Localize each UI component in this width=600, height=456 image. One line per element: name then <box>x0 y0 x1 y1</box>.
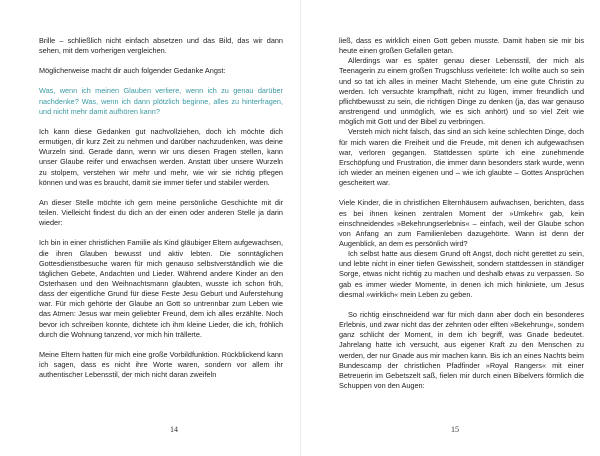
paragraph: Versteh mich nicht falsch, das sind an sich keine schlechten Dinge, doch für mich waren die Freiheit und die Freude, mit denen ich aufgewachsen war, verloren gegangen. Stattdessen spürte ich eine zunehmende Erschöpfung und Frustration, die immer dann besonders stark wurde, wenn ich wieder an meinen eigenen und – wie ich glaubte – Gottes Ansprüchen gescheitert war. <box>339 127 584 188</box>
paragraph: An dieser Stelle möchte ich gern meine persönliche Geschichte mit dir teilen. Vielleicht findest du dich an der einen oder anderen Stelle ja darin wieder: <box>39 197 283 228</box>
paragraph: Meine Eltern hatten für mich eine große Vorbildfunktion. Rückblickend kann ich sagen, dass es nicht ihre Worte waren, sondern vor allem ihr authentischer Lebensstil, der mich nicht daran zweifeln <box>39 349 283 380</box>
paragraph: Ich kann diese Gedanken gut nachvollziehen, doch ich möchte dich ermutigen, dir kurz Zeit zu nehmen und darüber nachzudenken, was deine Wurzeln sind. Gerade dann, wenn wir uns diesen Fragen stellen, kann unser Glaube reifer und erwachsen werden. Anstatt über unsere Wurzeln zu stolpern, verstehen wir mehr und mehr, wie wir sie richtig pflegen können und was es braucht, damit sie immer tiefer und stabiler werden. <box>39 126 283 187</box>
right-page <box>300 0 600 456</box>
paragraph: ließ, dass es wirklich einen Gott geben musste. Damit haben sie mir bis heute einen großen Gefallen getan. <box>339 36 584 56</box>
paragraph: Möglicherweise macht dir auch folgender Gedanke Angst: <box>39 66 226 76</box>
paragraph: Allerdings war es später genau dieser Lebensstil, der mich als Teenagerin zu einem großen Trugschluss verleitete: Ich wollte auch so sein und so tat ich alles in meiner Macht Stehende, um eine gute Christin zu werden. Ich versuchte krampfhaft, nicht zu lügen, immer freundlich und pflichtbewusst zu sein, die richtigen Dinge zu denken (ja, das war genauso anstrengend und unmöglich, wie es sich anhört) und so viel Zeit wie möglich mit Gott und der Bibel zu verbringen. <box>339 56 584 127</box>
page-number: 14 <box>170 425 178 434</box>
paragraph: Brille – schließlich nicht einfach absetzen und das Bild, das wir dann sehen, mit dem vorherigen vergleichen. <box>39 36 283 56</box>
paragraph: So richtig einschneidend war für mich dann aber doch ein besonderes Erlebnis, und zwar nicht das der zehnten oder elften »Bekehrung«, sondern ganz schlicht der Moment, in dem ich begriff, was Gnade bedeutet. Jahrelang hatte ich versucht, aus eigener Kraft zu den Menschen zu werden, der nur Gnade aus mir machen kann. Bis ich an eines Nachts beim Bundescamp der christlichen Pfadfinder »Royal Rangers« mit einer Betreuerin im Gebetszelt saß, fielen mir durch einen Bibelvers förmlich die Schuppen von den Augen: <box>339 309 584 390</box>
paragraph: Ich bin in einer christlichen Familie als Kind gläubiger Eltern aufgewachsen, die ihren Glauben bewusst und aktiv lebten. Die sonntäglichen Gottesdienstbesuche waren für mich genauso selbstverständlich wie die täglichen Gebete, Andachten und Lieder. Während andere Kinder an den Osterhasen und den Weihnachtsmann glaubten, wusste ich schon früh, dass der eigentliche Grund für diese Feste Jesu Geburt und Auferstehung war. Für mich gehörte der Glaube an Gott so untrennbar zum Leben wie das Atmen: Jesus war mein geliebter Freund, dem ich alles erzählte. Noch bevor ich schreiben konnte, dichtete ich ihm kleine Lieder, die ich, fröhlich durch die Wohnung tanzend, vor mich hin trällerte. <box>39 238 283 339</box>
page-number: 15 <box>451 425 459 434</box>
paragraph: Ich selbst hatte aus diesem Grund oft Angst, doch nicht gerettet zu sein, und lebte nicht in einer tiefen Gewissheit, sondern stattdessen in ständiger Sorge, etwas nicht richtig zu machen und deshalb etwas zu verpassen. So gab es immer wieder Momente, in denen ich mich hinkniete, um Jesus diesmal »wirklich« mein Leben zu geben. <box>339 249 584 299</box>
paragraph: Viele Kinder, die in christlichen Elternhäusern aufwachsen, berichten, dass es bei ihnen keinen zentralen Moment der »Umkehr« gab, kein einschneidendes »Bekehrungserlebnis« – einfach, weil der Glaube schon von Anfang an zum Familienleben dazugehörte. Wann ist denn der Augenblick, an dem es persönlich wird? <box>339 198 584 248</box>
highlighted-question: Was, wenn ich meinen Glauben verliere, wenn ich zu genau darüber nachdenke? Was, wenn ich dann plötzlich beginne, alles zu hinterfragen, und nicht mehr damit aufhören kann? <box>39 86 283 116</box>
